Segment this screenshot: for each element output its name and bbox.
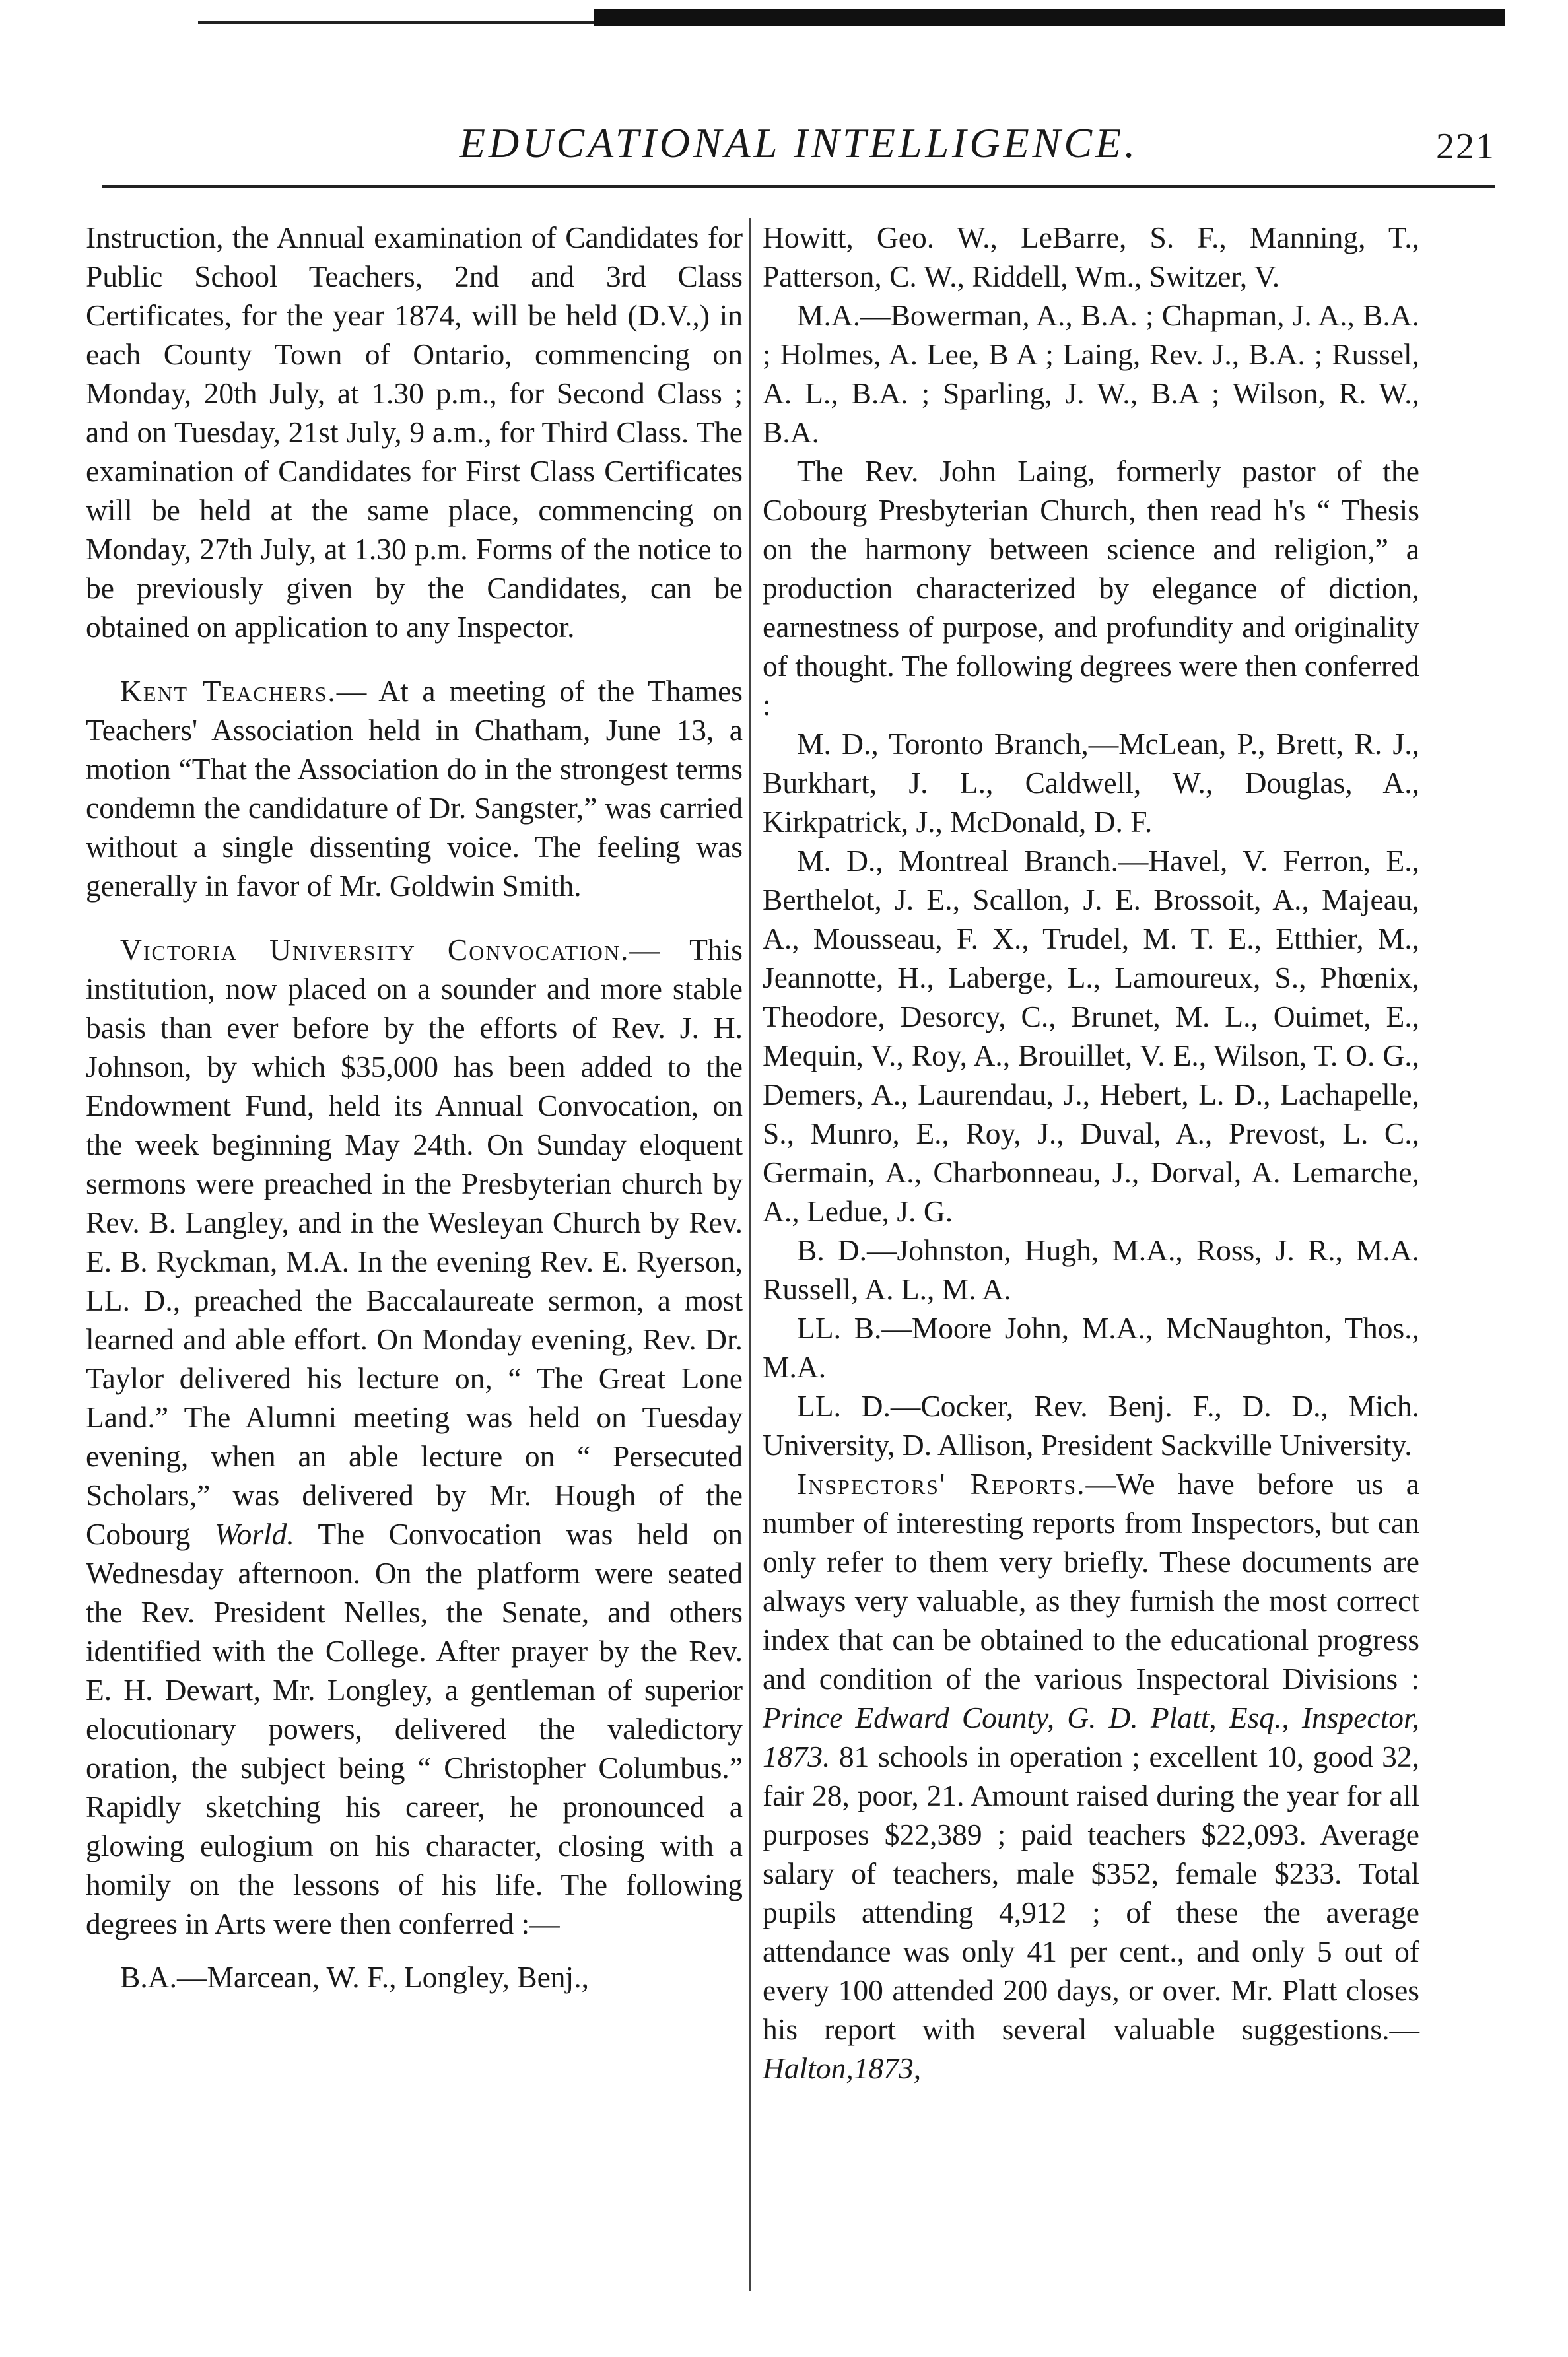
page-header bbox=[102, 99, 1495, 172]
paragraph-llb-degrees: LL. B.—Moore John, M.A., McNaughton, Thos., M.A. bbox=[763, 1311, 1419, 1384]
paragraph-kent-teachers-body: — At a meeting of the Thames Teachers' Association held in Chatham, June 13, a motion “That the Association do in the strongest terms condemn the candidature of Dr. Sangster,” was carried without a single dissenting voice. The feeling was generally in favor of Mr. Goldwin Smith. bbox=[86, 674, 743, 903]
top-thick-rule bbox=[594, 9, 1505, 26]
page-number: 221 bbox=[1436, 126, 1495, 167]
section-heading-victoria-convocation: Victoria University Convocation. bbox=[120, 933, 630, 967]
section-heading-inspectors-reports: Inspectors' Reports. bbox=[797, 1467, 1086, 1501]
running-title: EDUCATIONAL INTELLIGENCE. bbox=[459, 120, 1139, 166]
halton-division-title: Halton,1873, bbox=[763, 2051, 922, 2085]
paragraph-lld-degrees: LL. D.—Cocker, Rev. Benj. F., D. D., Mich. University, D. Allison, President Sackville University. bbox=[763, 1389, 1419, 1462]
section-heading-kent-teachers: Kent Teachers. bbox=[120, 674, 337, 708]
header-rule bbox=[102, 185, 1495, 188]
paragraph-victoria-convocation bbox=[86, 930, 743, 1943]
paragraph-md-montreal: M. D., Montreal Branch.—Havel, V. Ferron, E., Berthelot, J. E., Scallon, J. E. Brossoit, A., Majeau, A., Mousseau, F. X., Trudel, M. T. E., Etthier, M., Jeannotte, H., Laberge, L., Lamoureux, S., Phœnix, Theodore, Desorcy, C., Brunet, M. L., Ouimet, E., Mequin, V., Roy, A., Brouillet, V. E., Wilson, T. O. G., Demers, A., Laurendau, J., Hebert, L. D., Lachapelle, S., Munro, E., Roy, J., Duval, A., Prevost, L. C., Germain, A., Charbonneau, J., Dorval, A. Lemarche, A., Ledue, J. G. bbox=[763, 844, 1419, 1228]
paragraph-inspectors-reports bbox=[763, 1464, 1419, 2088]
paragraph-ba-degrees-continued: Howitt, Geo. W., LeBarre, S. F., Manning, T., Patterson, C. W., Riddell, Wm., Switzer, V. bbox=[763, 221, 1419, 293]
paragraph-md-toronto: M. D., Toronto Branch,—McLean, P., Brett, R. J., Burkhart, J. L., Caldwell, W., Douglas, A., Kirkpatrick, J., McDonald, D. F. bbox=[763, 727, 1419, 838]
paragraph-examinations: Instruction, the Annual examination of Candidates for Public School Teachers, 2nd and 3rd Class Certificates, for the year 1874, will be held (D.V.,) in each County Town of Ontario, commencing on Monday, 20th July, at 1.30 p.m., for Second Class ; and on Tuesday, 21st July, 9 a.m., for Third Class. The examination of Candidates for First Class Certificates will be held at the same place, commencing on Monday, 27th July, at 1.30 p.m. Forms of the notice to be previously given by the Candidates, can be obtained on application to any Inspector. bbox=[86, 221, 743, 644]
paragraph-inspectors-body-b: 81 schools in operation ; excellent 10, good 32, fair 28, poor, 21. Amount raised during the year for all purposes $22,389 ; paid teachers $22,093. Average salary of teachers, male $352, female $233. Total pupils attending 4,912 ; of these the average attendance was only 41 per cent., and only 5 out of every 100 attended 200 days, or over. Mr. Platt closes his report with several valuable suggestions.— bbox=[763, 1740, 1419, 2046]
right-column bbox=[763, 218, 1419, 2088]
newspaper-title-world: World. bbox=[214, 1517, 294, 1551]
paragraph-inspectors-body-a: —We have before us a number of interesting reports from Inspectors, but can only refer to them very briefly. These documents are always very valuable, as they furnish the most correct index that can be obtained to the educational progress and condition of the various Inspectoral Divisions : bbox=[763, 1467, 1420, 1695]
paragraph-victoria-body-b: The Convocation was held on Wednesday afternoon. On the platform were seated the Rev. President Nelles, the Senate, and others identified with the College. After prayer by the Rev. E. H. Dewart, Mr. Longley, a gentleman of superior elocutionary powers, delivered the valedictory oration, the subject being “ Christopher Columbus.” Rapidly sketching his career, he pronounced a glowing eulogium on his character, closing with a homily on the lessons of his life. The following degrees in Arts were then conferred :— bbox=[86, 1517, 743, 1940]
column-divider bbox=[749, 218, 751, 2291]
paragraph-ba-degrees: B.A.—Marcean, W. F., Longley, Benj., bbox=[120, 1960, 589, 1994]
left-column bbox=[86, 218, 743, 1997]
paragraph-victoria-body-a: — This institution, now placed on a sounder and more stable basis than ever before by the efforts of Rev. J. H. Johnson, by which $35,000 has been added to the Endowment Fund, held its Annual Convocation, on the week beginning May 24th. On Sunday eloquent sermons were preached in the Presbyterian church by Rev. B. Langley, and in the Wesleyan Church by Rev. E. B. Ryckman, M.A. In the evening Rev. E. Ryerson, LL. D., preached the Baccalaureate sermon, a most learned and able effort. On Monday evening, Rev. Dr. Taylor delivered his lecture on, “ The Great Lone Land.” The Alumni meeting was held on Tuesday evening, when an able lecture on “ Persecuted Scholars,” was delivered by Mr. Hough of the Cobourg bbox=[86, 933, 743, 1551]
inspector-division-title: Prince Edward County, G. D. Platt, Esq., Inspector, 1873. bbox=[763, 1701, 1419, 1773]
paragraph-kent-teachers bbox=[86, 671, 743, 905]
top-thin-rule bbox=[198, 21, 594, 24]
paragraph-ma-degrees: M.A.—Bowerman, A., B.A. ; Chapman, J. A., B.A. ; Holmes, A. Lee, B A ; Laing, Rev. J., B.A. ; Russel, A. L., B.A. ; Sparling, J. W., B.A ; Wilson, R. W., B.A. bbox=[763, 298, 1419, 449]
paragraph-bd-degrees: B. D.—Johnston, Hugh, M.A., Ross, J. R., M.A. Russell, A. L., M. A. bbox=[763, 1233, 1419, 1306]
paragraph-laing-thesis: The Rev. John Laing, formerly pastor of the Cobourg Presbyterian Church, then read h's “ Thesis on the harmony between science and religion,” a production characterized by elegance of diction, earnestness of purpose, and profundity and originality of thought. The following degrees were then conferred : bbox=[763, 454, 1419, 722]
